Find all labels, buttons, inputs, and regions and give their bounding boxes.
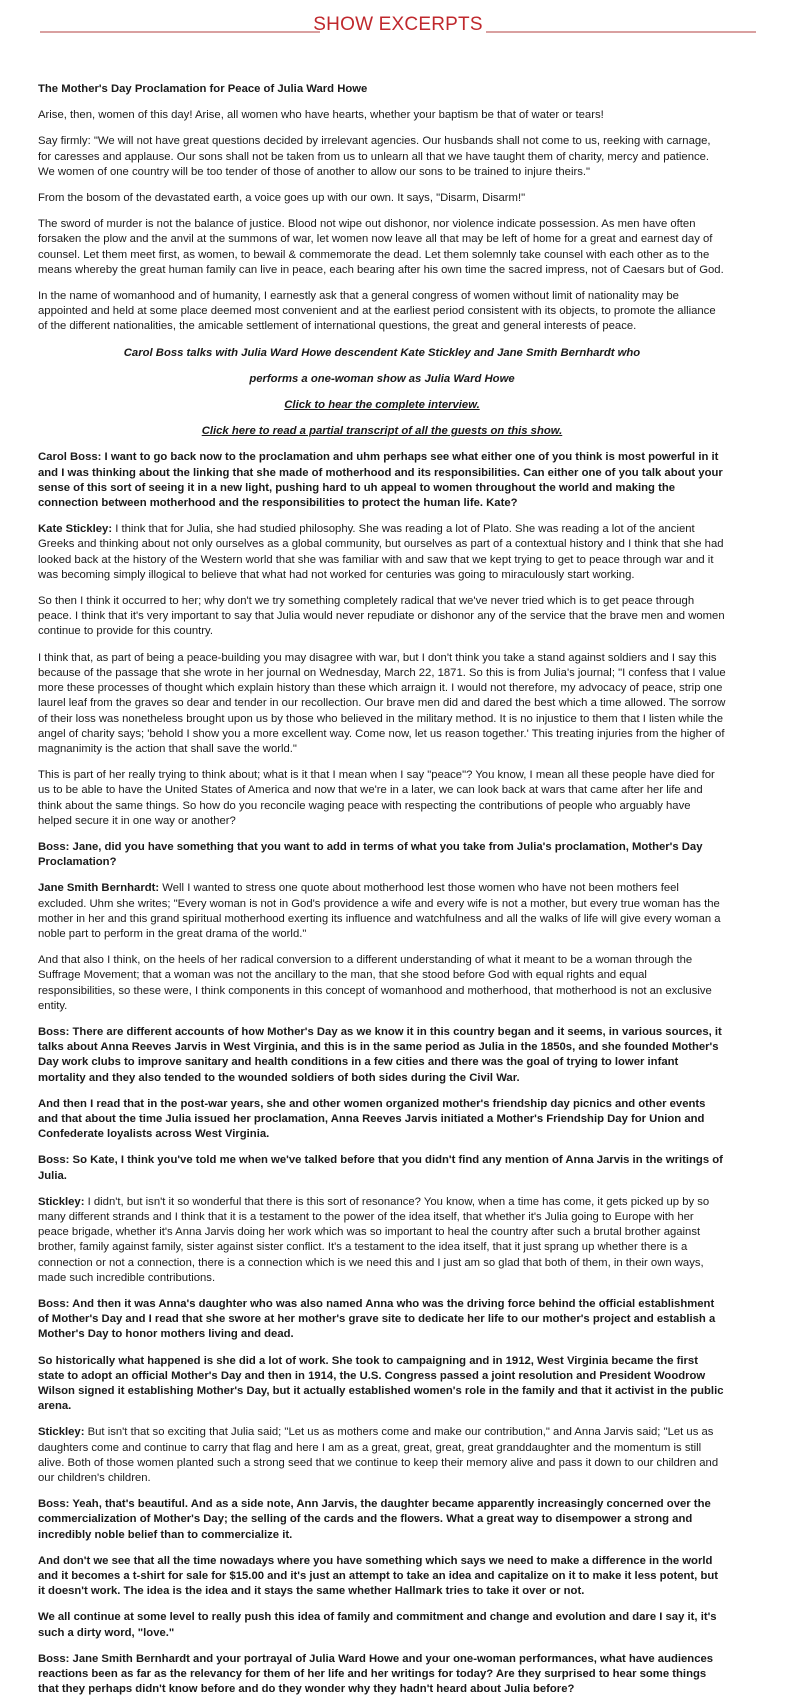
transcript-paragraph xyxy=(38,522,726,583)
speech-text: This is part of her really trying to think about; what is it that I mean when I say "peace"? You know, I mean all these people have died for us to be able to have the United States of America and now that we're in a later, we can look back at wars that came after her life and think about the same things. So how do you reconcile waging peace with respecting the contributions of people who arguably have helped secure it in one way or another? xyxy=(38,769,715,827)
speaker-name: Boss: xyxy=(38,1154,70,1167)
speech-text: Jane, did you have something that you want to add in terms of what you take from Julia's proclamation, Mother's Day Proclamation? xyxy=(38,840,703,869)
article-title: The Mother's Day Proclamation for Peace of Julia Ward Howe xyxy=(38,83,368,95)
speech-text: There are different accounts of how Mother's Day as we know it in this country began and it seems, in various sources, it talks about Anna Reeves Jarvis in West Virginia, and this is in the same period as Julia in the 1850s, and she founded Mother's Day work clubs to improve sanitary and health conditions in a few cities and there was the goal of trying to lower infant mortality and they also tended to the wounded soldiers of both sides during the Civil War. xyxy=(38,1025,722,1084)
speaker-name: Stickley: xyxy=(38,1426,85,1439)
speech-text: I think that for Julia, she had studied philosophy. She was reading a lot of Plato. She was reading a lot of the ancient Greeks and thinking about not only ourselves as a global community, but ourselves as part of a contextual history and I think that she had looked back at the history of the Western world that she was familiar with and saw that we kept trying to get to peace through war and it was becoming simply illogical to believe that what had not worked for centuries was going to miraculously start working. xyxy=(38,523,724,581)
transcript-paragraph xyxy=(38,1554,726,1600)
speech-text: I think that, as part of being a peace-building you may disagree with war, but I don't think you take a stand against soldiers and I say this because of the passage that she wrote in her journal on Wednesday, March 22, 1871. So this is from Julia's journal; "I confess that I value more these processes of thought which explain history than these which arraign it. I would not therefore, my advocacy of peace, strip one laurel leaf from the graves so dear and tender in our recollection. Our brave men did and dared the best which a time allowed. The sorrow of their loss was nonetheless brought upon us by those who believed in the military method. It is no injustice to them that I listen while the angel of charity says; 'behold I show you a more excellent way. Come now, let us reason together.' This treating injuries from the higher of magnanimity is the action that shall save the world." xyxy=(38,651,726,755)
article-content xyxy=(38,82,726,1708)
transcript-paragraph xyxy=(38,953,726,1014)
speaker-name: Boss: xyxy=(38,1498,70,1511)
transcript-paragraph xyxy=(38,1195,726,1286)
proclamation-text xyxy=(38,108,726,334)
transcript-paragraph xyxy=(38,1025,726,1086)
transcript-paragraph xyxy=(38,594,726,640)
speaker-name: Boss: xyxy=(38,1298,70,1310)
transcript-paragraph xyxy=(38,840,726,870)
transcript-paragraph xyxy=(38,1425,726,1486)
transcript xyxy=(38,450,726,1697)
transcript-paragraph xyxy=(38,651,726,757)
section-header xyxy=(40,14,756,42)
transcript-paragraph xyxy=(38,450,726,511)
transcript-paragraph xyxy=(38,1652,726,1698)
transcript-paragraph xyxy=(38,881,726,942)
transcript-paragraph xyxy=(38,1097,726,1143)
speaker-name: Boss: xyxy=(38,1652,70,1665)
proclamation-paragraph: In the name of womanhood and of humanity, I earnestly ask that a general congress of women without limit of nationality may be appointed and held at some place deemed most convenient and at the earliest period consistent with its objects, to promote the alliance of the different nationalities, the amicable settlement of international questions, the great and general interests of peace. xyxy=(38,290,716,333)
speech-text: But isn't that so exciting that Julia said; "Let us as mothers come and make our contribution," and Anna Jarvis said; "Let us as daughters come and continue to carry that flag and here I am as a great, great, great, great granddaughter and the momentum is still alive. Both of those women planted such a strong seed that we continue to keep their memory alive and pass it down to our children and our children's children. xyxy=(38,1426,719,1485)
proclamation-paragraph: The sword of murder is not the balance of justice. Blood not wipe out dishonor, nor violence indicate possession. As men have often forsaken the plow and the anvil at the summons of war, let women now leave all that may be left of home for a great and earnest day of counsel. Let them meet first, as women, to bewail & commemorate the dead. Let them solemnly take counsel with each other as to the means whereby the great human family can live in peace, each bearing after his own time the sacred impress, not of Caesars but of God. xyxy=(38,218,724,276)
speaker-name: Stickley: xyxy=(38,1195,85,1208)
transcript-paragraph xyxy=(38,768,726,829)
proclamation-paragraph: Say firmly: "We will not have great questions decided by irrelevant agencies. Our husbands shall not come to us, reeking with carnage, for caresses and applause. Our sons shall not be taken from us to unlearn all that we have taught them of charity, mercy and patience. We women of one country will be too tender of those of another to allow our sons to be trained to injure theirs." xyxy=(38,135,711,178)
proclamation-paragraph: From the bosom of the devastated earth, a voice goes up with our own. It says, "Disarm, Disarm!" xyxy=(38,192,526,205)
proclamation-paragraph: Arise, then, women of this day! Arise, all women who have hearts, whether your baptism be that of water or tears! xyxy=(38,109,604,122)
speech-text: Yeah, that's beautiful. And as a side note, Ann Jarvis, the daughter became apparently increasingly concerned over the commercialization of Mother's Day; the selling of the cards and the flowers. What a great way to disempower a strong and incredibly noble belief than to commercialize it. xyxy=(38,1498,711,1541)
credits-line-2: performs a one-woman show as Julia Ward Howe xyxy=(249,372,515,385)
transcript-paragraph xyxy=(38,1354,726,1415)
interview-credits xyxy=(38,346,726,440)
speaker-name: Kate Stickley: xyxy=(38,523,113,536)
speech-text: So historically what happened is she did a lot of work. She took to campaigning and in 1912, West Virginia became the first state to adopt an official Mother's Day and then in 1914, the U.S. Congress passed a joint resolution and President Woodrow Wilson signed it establishing Mother's Day, but it actually established women's role in the family and that it activist in the public arena. xyxy=(38,1354,724,1413)
speech-text: And then it was Anna's daughter who was also named Anna who was the driving force behind the official establishment of Mother's Day and I read that she swore at her mother's grave site to dedicate her life to our mother's project and establish a Mother's Day to honor mothers living and dead. xyxy=(38,1298,716,1341)
credits-line-1: Carol Boss talks with Julia Ward Howe descendent Kate Stickley and Jane Smith Bernhardt who xyxy=(123,346,641,359)
transcript-paragraph xyxy=(38,1610,726,1640)
speaker-name: Boss: xyxy=(38,1025,70,1038)
transcript-paragraph xyxy=(38,1153,726,1183)
read-transcript-link[interactable]: Click here to read a partial transcript of all the guests on this show. xyxy=(201,425,563,438)
speech-text: I want to go back now to the proclamation and uhm perhaps see what either one of you think is most powerful in it and I was thinking about the linking that she made of motherhood and its responsibilities. Can either one of you talk about your sense of this sort of seeing it in a new light, pushing hard to uh appeal to women throughout the world and making the connection between motherhood and the responsibilities to protect the human life. Kate? xyxy=(38,451,723,510)
speech-text: And that also I think, on the heels of her radical conversion to a different understanding of what it meant to be a woman through the Suffrage Movement; that a woman was not the ancillary to the man, that she stood before God with equal rights and equal responsibilities, so these were, I think components in this concept of womanhood and motherhood, that motherhood is not an exclusive entity. xyxy=(38,954,712,1012)
speech-text: I didn't, but isn't it so wonderful that there is this sort of resonance? You know, when a time has come, it gets picked up by so many different strands and I think that it is a testament to the power of the idea itself, that whether it's Julia going to Europe with her peace brigade, whether it's Anna Jarvis doing her work which was so important to heal the country after such a brutal brother against brother, family against family, sister against sister conflict. It's a testament to the idea itself, that it just sprang up whether there is a connection or not a connection, there is a connection which is we need this and I just am so glad that both of them, in their own ways, made such incredible contributions. xyxy=(38,1195,710,1284)
header-rule-right xyxy=(486,31,756,33)
section-title: SHOW EXCERPTS xyxy=(313,14,483,35)
transcript-paragraph xyxy=(38,1497,726,1543)
speech-text: And don't we see that all the time nowadays where you have something which says we need to make a difference in the world and it becomes a t-shirt for sale for $15.00 and it's just an attempt to take an idea and capitalize on it to make it less potent, but it doesn't work. The idea is the idea and it stays the same whether Hallmark tries to take it over or not. xyxy=(38,1554,719,1598)
speech-text: So then I think it occurred to her; why don't we try something completely radical that we've never tried which is to get peace through peace. I think that it's very important to say that Julia would never repudiate or dishonor any of the service that the brave men and women continue to provide for this country. xyxy=(38,595,725,638)
speech-text: And then I read that in the post-war years, she and other women organized mother's friendship day picnics and other events and that about the time Julia issued her proclamation, Anna Reeves Jarvis initiated a Mother's Friendship Day for Union and Confederate loyalists across West Virginia. xyxy=(38,1097,706,1141)
transcript-paragraph xyxy=(38,1297,726,1343)
speaker-name: Jane Smith Bernhardt: xyxy=(38,882,160,895)
speech-text: So Kate, I think you've told me when we've talked before that you didn't find any mention of Anna Jarvis in the writings of Julia. xyxy=(38,1154,723,1182)
hear-interview-link[interactable]: Click to hear the complete interview. xyxy=(284,399,480,412)
speech-text: Well I wanted to stress one quote about motherhood lest those women who have not been mothers feel excluded. Uhm she writes; "Every woman is not in God's providence a wife and every wife is not a mother, but every true woman has the mother in her and this grand spiritual motherhood exerting its influence and watchfulness and all the walks of life will give every woman a noble part to perform in the great drama of the world." xyxy=(38,882,721,940)
speaker-name: Carol Boss: xyxy=(38,451,102,464)
speech-text: Jane Smith Bernhardt and your portrayal of Julia Ward Howe and your one-woman performances, what have audiences reactions been as far as the relevancy for them of her life and her writings for today? Are they surprised to hear some things that they perhaps didn't know before and do they wonder why they hadn't heard about Julia before? xyxy=(38,1652,714,1696)
speech-text: We all continue at some level to really push this idea of family and commitment and change and evolution and dare I say it, it's such a dirty word, "love." xyxy=(38,1611,717,1639)
speaker-name: Boss: xyxy=(38,840,70,853)
